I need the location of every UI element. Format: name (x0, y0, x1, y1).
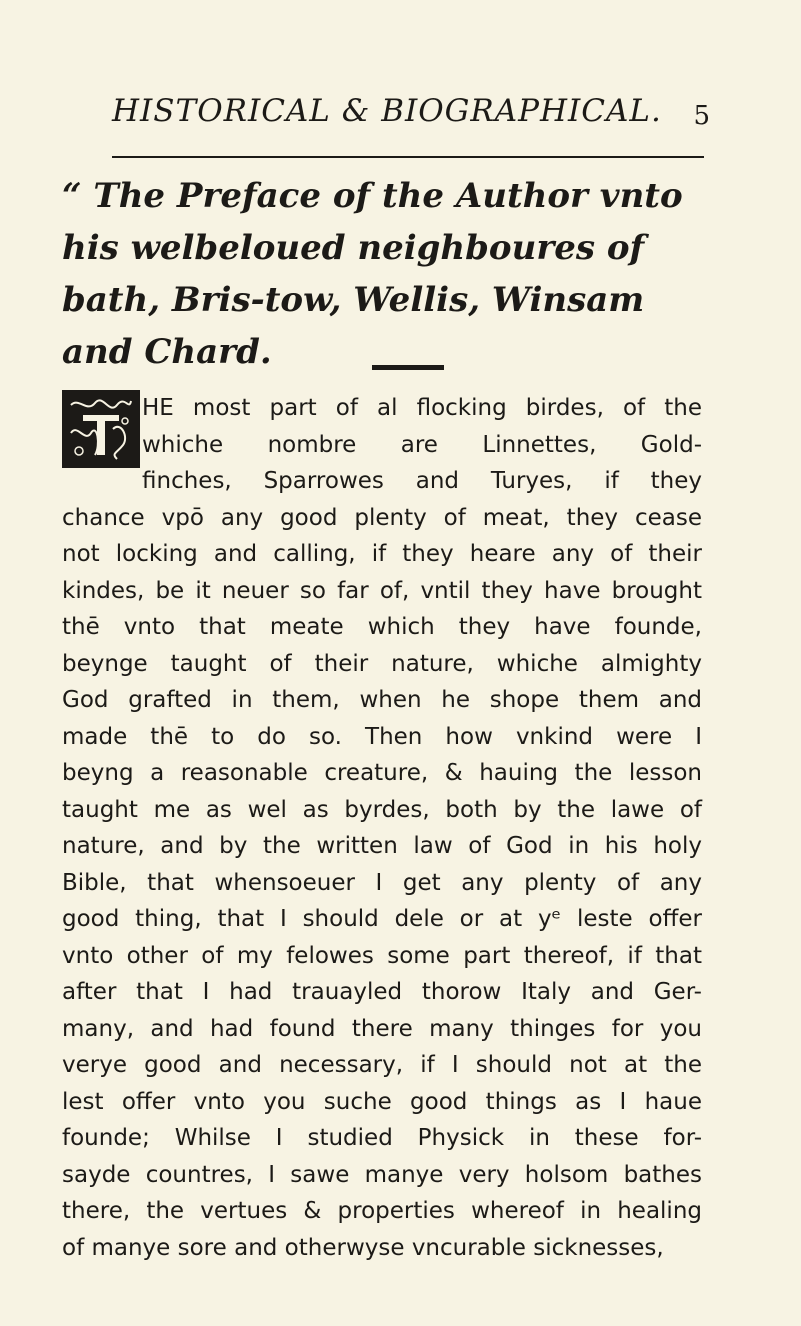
text-line: sayde countres, I sawe manye very holsom bathes (62, 1161, 702, 1188)
page-number: 5 (693, 101, 710, 131)
text-line: chance vpō any good plenty of meat, they cease (62, 504, 702, 531)
preface-title: “ The Preface of the Author vnto his welbeloued neighboures of bath, Bris-tow, Wellis, Winsam and Chard. (62, 176, 683, 372)
header-rule (112, 156, 704, 158)
text-line: after that I had trauayled thorow Italy and Ger- (62, 979, 702, 1005)
text-line: HE most part of al flocking birdes, of the (142, 395, 702, 421)
text-line: finches, Sparrowes and Turyes, if they (142, 468, 702, 494)
text-line: vnto other of my felowes some part thereof, if that (62, 942, 702, 969)
text-line: lest offer vnto you suche good things as I haue (62, 1088, 702, 1115)
text-line: of manye sore and otherwyse vncurable sicknesses, (62, 1234, 664, 1261)
text-line: founde; Whilse I studied Physick in these for- (62, 1125, 702, 1151)
running-head-title: HISTORICAL & BIOGRAPHICAL. (112, 93, 662, 129)
text-line: whiche nombre are Linnettes, Gold- (142, 431, 702, 458)
text-line: beyng a reasonable creature, & hauing the lesson (62, 760, 702, 786)
text-line: made thē to do so. Then how vnkind were I (62, 723, 702, 750)
running-head (112, 93, 712, 159)
text-line: not locking and calling, if they heare any of their (62, 541, 702, 567)
text-line: thē vnto that meate which they have founde, (62, 614, 702, 640)
text-line: many, and had found there many thinges for you (62, 1015, 702, 1042)
ornament-rule (372, 365, 444, 370)
text-line: kindes, be it neuer so far of, vntil they have brought (62, 577, 702, 604)
text-line: taught me as wel as byrdes, both by the lawe of (62, 796, 702, 823)
text-line: good thing, that I should dele or at yᵉ leste offer (62, 906, 702, 932)
text-line: Bible, that whensoeuer I get any plenty of any (62, 869, 702, 896)
text-line: beynge taught of their nature, whiche almighty (62, 650, 702, 677)
text-line: verye good and necessary, if I should not at the (62, 1052, 702, 1078)
text-line: God grafted in them, when he shope them and (62, 687, 702, 713)
body-text (62, 390, 702, 1266)
text-line: there, the vertues & properties whereof in healing (62, 1198, 702, 1224)
text-line: nature, and by the written law of God in his holy (62, 833, 702, 859)
